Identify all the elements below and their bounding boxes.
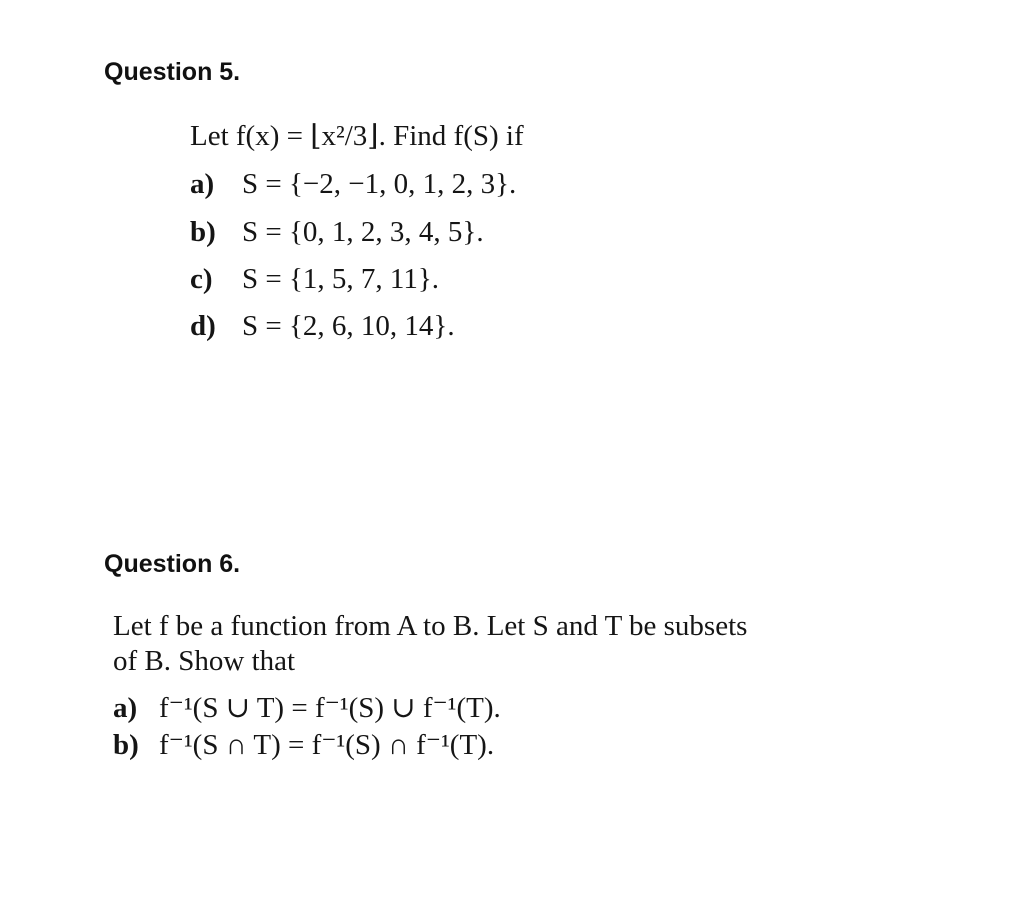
part-label: b) (113, 729, 139, 761)
part-label: a) (190, 168, 215, 200)
question-5-part-b (190, 216, 484, 249)
question-6-prompt-line-2: of B. Show that (113, 645, 296, 677)
question-6-part-b (113, 727, 494, 762)
part-label: d) (190, 310, 216, 342)
question-6-part-a (113, 690, 501, 725)
part-expression: f⁻¹(S ∪ T) = f⁻¹(S) ∪ f⁻¹(T). (159, 692, 501, 724)
question-5-part-c (190, 263, 439, 296)
part-expression: S = {1, 5, 7, 11}. (242, 263, 439, 295)
question-5-part-a (190, 168, 516, 201)
question-6-prompt-line-1: Let f be a function from A to B. Let S and T be subsets (113, 610, 748, 642)
part-label: c) (190, 263, 213, 295)
part-expression: S = {2, 6, 10, 14}. (242, 310, 455, 342)
part-label: a) (113, 692, 138, 724)
question-5-prompt: Let f(x) = ⌊x²/3⌋. Find f(S) if (190, 120, 524, 152)
question-6-heading: Question 6. (104, 550, 241, 578)
part-label: b) (190, 216, 216, 248)
part-expression: S = {0, 1, 2, 3, 4, 5}. (242, 216, 484, 248)
question-5-heading: Question 5. (104, 58, 241, 86)
part-expression: S = {−2, −1, 0, 1, 2, 3}. (242, 168, 517, 200)
question-5-part-d (190, 310, 455, 343)
part-expression: f⁻¹(S ∩ T) = f⁻¹(S) ∩ f⁻¹(T). (159, 729, 495, 761)
